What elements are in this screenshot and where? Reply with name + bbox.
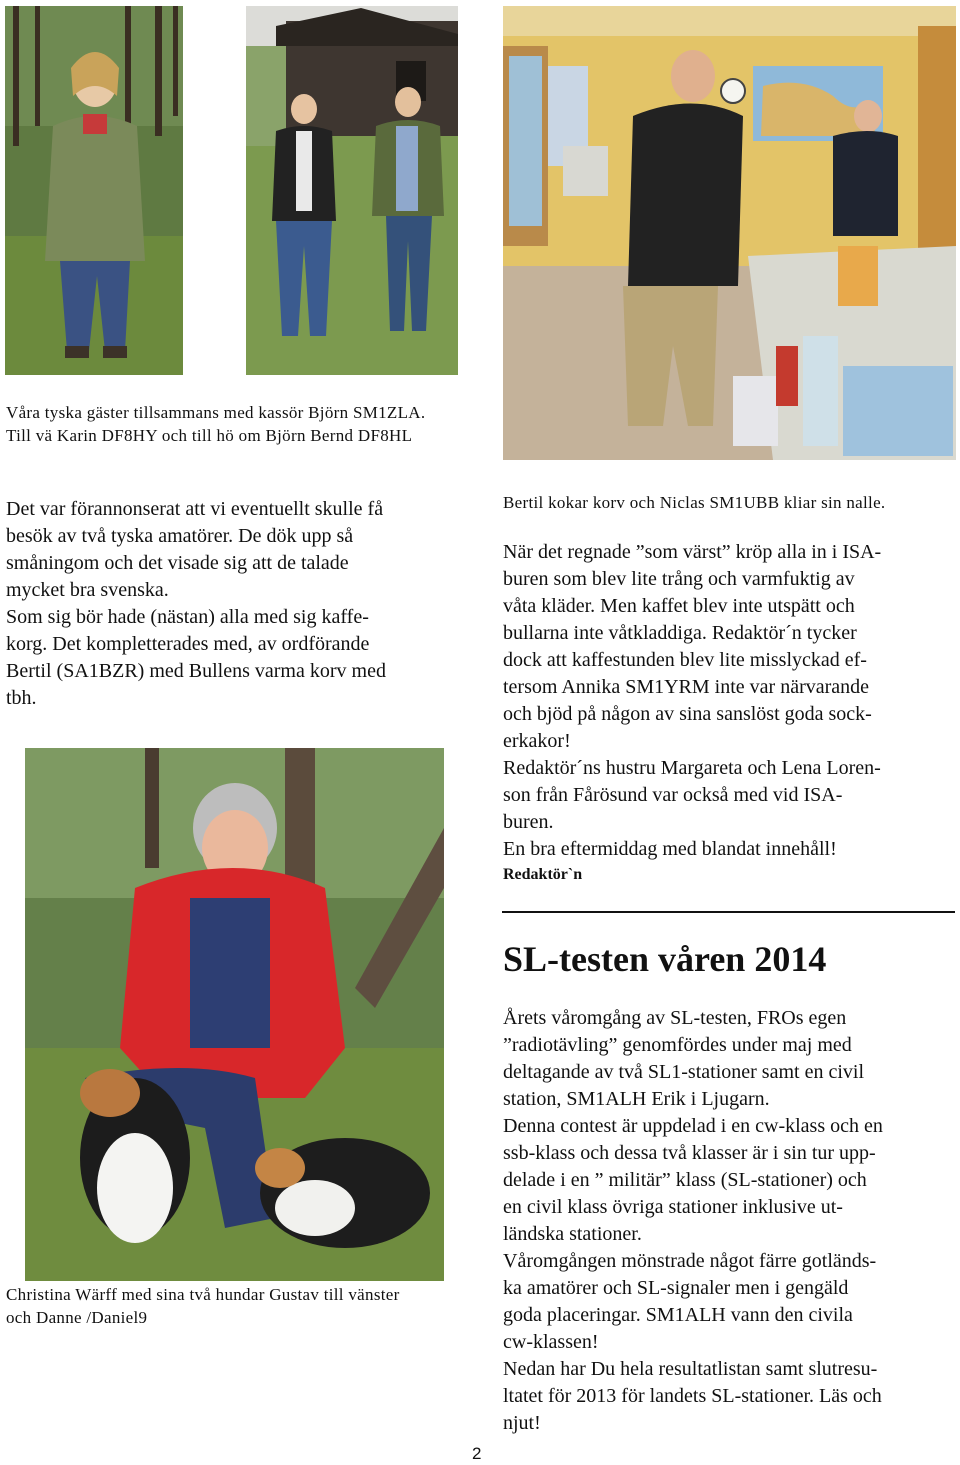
caption-christina-line2: och Danne /Daniel9: [6, 1308, 148, 1327]
sl-line: station, SM1ALH Erik i Ljugarn.: [503, 1088, 770, 1110]
article-rain: [503, 539, 953, 863]
rain-line: buren som blev lite trång och varmfuktig av: [503, 568, 855, 590]
rain-line: erkakor!: [503, 730, 571, 752]
rain-line: son från Fårösund var också med vid ISA-: [503, 784, 843, 806]
sl-line: Årets våromgång av SL-testen, FROs egen: [503, 1007, 847, 1029]
sl-line: Nedan har Du hela resultatlistan samt slutresu-: [503, 1358, 878, 1380]
caption-guests: [6, 401, 458, 447]
article-sl-testen: [503, 1005, 953, 1437]
rain-line: våta kläder. Men kaffet blev inte utspätt och: [503, 595, 855, 617]
rain-line: När det regnade ”som värst” kröp alla in i ISA-: [503, 541, 882, 563]
sl-line: ka amatörer och SL-signaler men i gengäld: [503, 1277, 849, 1299]
rain-line: bullarna inte våtkladdiga. Redaktör´n tycker: [503, 622, 857, 644]
photo-christina: [25, 748, 444, 1281]
intro-line: Bertil (SA1BZR) med Bullens varma korv med: [6, 660, 386, 682]
intro-line: mycket bra svenska.: [6, 579, 169, 601]
caption-guests-line2: Till vä Karin DF8HY och till hö om Björn Bernd DF8HL: [6, 426, 413, 445]
sl-line: delade i en ” militär” klass (SL-stationer) och: [503, 1169, 867, 1191]
page-number: 2: [472, 1444, 482, 1463]
sl-line: en civil klass övriga stationer inklusive ut-: [503, 1196, 843, 1218]
caption-kitchen: Bertil kokar korv och Niclas SM1UBB kliar sin nalle.: [503, 493, 886, 512]
section-divider: [502, 911, 955, 913]
intro-line: tbh.: [6, 687, 37, 709]
rain-line: och bjöd på någon av sina sanslöst goda sock-: [503, 703, 872, 725]
caption-christina: [6, 1283, 458, 1329]
rain-line: Redaktör´ns hustru Margareta och Lena Loren-: [503, 757, 881, 779]
sl-line: ländska stationer.: [503, 1223, 642, 1245]
rain-line: tersom Annika SM1YRM inte var närvarande: [503, 676, 870, 698]
article-intro: [6, 496, 458, 712]
section-heading: SL-testen våren 2014: [503, 939, 827, 979]
rain-line: En bra eftermiddag med blandat innehåll!: [503, 838, 837, 860]
rain-line: dock att kaffestunden blev lite misslyckad ef-: [503, 649, 867, 671]
sl-line: deltagande av två SL1-stationer samt en civil: [503, 1061, 864, 1083]
sl-line: Denna contest är uppdelad i en cw-klass och en: [503, 1115, 883, 1137]
caption-guests-line1: Våra tyska gäster tillsammans med kassör Björn SM1ZLA.: [6, 403, 426, 422]
intro-line: Som sig bör hade (nästan) alla med sig kaffe-: [6, 606, 369, 628]
sl-line: goda placeringar. SM1ALH vann den civila: [503, 1304, 853, 1326]
sl-line: cw-klassen!: [503, 1331, 599, 1353]
photo-guests: [246, 6, 458, 375]
rain-line: buren.: [503, 811, 554, 833]
intro-line: korg. Det kompletterades med, av ordförande: [6, 633, 370, 655]
intro-line: småningom och det visade sig att de talade: [6, 552, 349, 574]
intro-line: Det var förannonserat att vi eventuellt skulle få: [6, 498, 384, 520]
caption-christina-line1: Christina Wärff med sina två hundar Gustav till vänster: [6, 1285, 400, 1304]
sl-line: ltatet för 2013 för landets SL-stationer. Läs och: [503, 1385, 882, 1407]
sl-line: njut!: [503, 1412, 541, 1434]
sl-line: ssb-klass och dessa två klasser är i sin tur upp-: [503, 1142, 876, 1164]
intro-line: besök av två tyska amatörer. De dök upp så: [6, 525, 354, 547]
photo-karin: [5, 6, 183, 375]
sl-line: ”radiotävling” genomfördes under maj med: [503, 1034, 852, 1056]
photo-kitchen: [503, 6, 956, 460]
sl-line: Våromgången mönstrade något färre gotländs-: [503, 1250, 877, 1272]
signature: Redaktör`n: [503, 866, 583, 883]
